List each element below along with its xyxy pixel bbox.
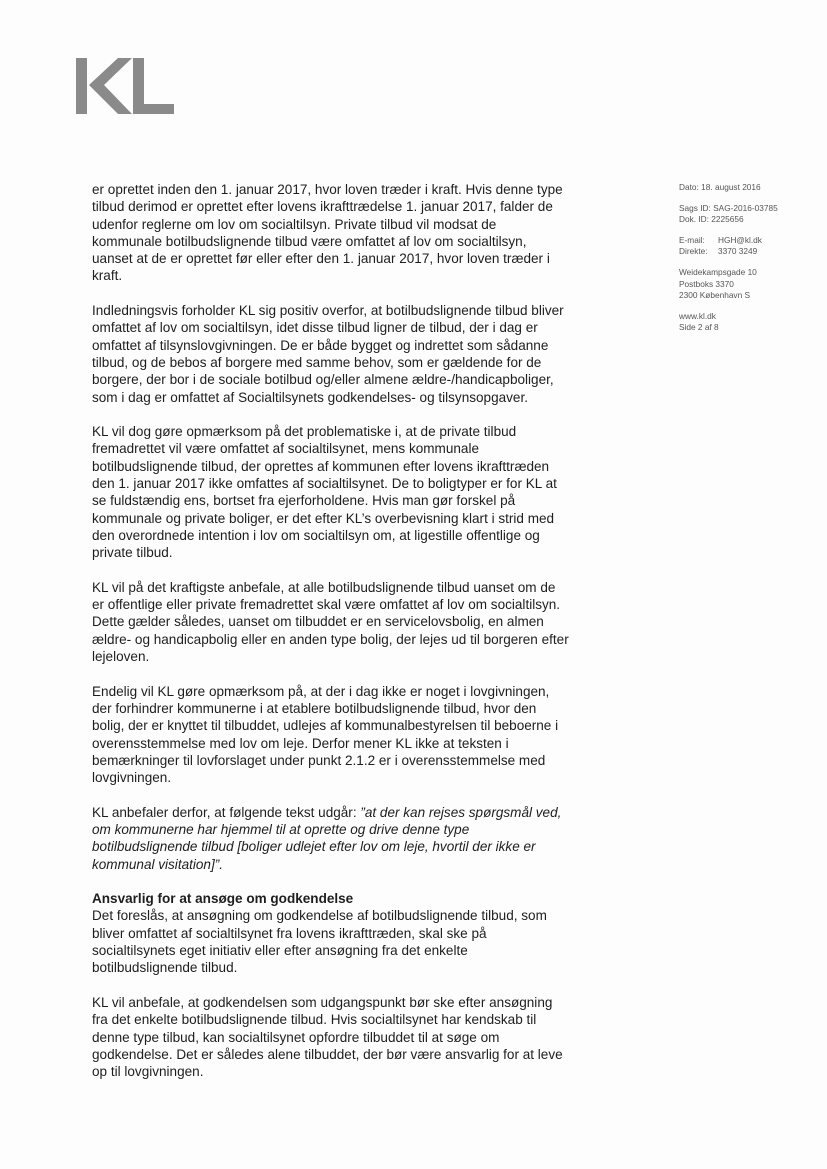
kl-logo	[76, 58, 174, 114]
paragraph-7: Det foreslås, at ansøgning om godkendelse af botilbudslignende tilbud, som bliver omfattet af socialtilsynet fra lovens ikrafttræden, skal ske på socialtilsynets eget initiativ eller efter ansøgning fra det enkelte botilbudslignende tilbud.	[92, 908, 547, 976]
email-label: E-mail:	[679, 234, 705, 245]
address-city: 2300 København S	[679, 290, 751, 301]
section-heading: Ansvarlig for at ansøge om godkendelse	[92, 891, 354, 907]
document-id: Dok. ID: 2225656	[679, 214, 744, 225]
letter-body	[92, 181, 570, 1098]
recommendation-quote: ”at der kan rejses spørgsmål ved, om kommunerne har hjemmel til at oprette og drive denne type botilbudslignende tilbud [boliger udlejet efter lov om leje, hvortil der ikke er kommunal visitation]”.	[92, 804, 562, 872]
direct-phone-value: 3370 3249	[718, 246, 758, 257]
paragraph-2: Indledningsvis forholder KL sig positiv overfor, at botilbudslignende tilbud bliver omfattet af lov om socialtilsyn, idet disse tilbud ligner de tilbud, der i dag er omfattet af tilsynslovgivningen. De er både bygget og indrettet som sådanne tilbud, og de bebos af borgere med samme behov, som er gældende for de borgere, der bor i de sociale botilbud og/eller almene ældre-/handicapboliger, som i dag er omfattet af Socialtilsynets godkendelses- og tilsynsopgaver.	[92, 303, 564, 405]
paragraph-8: KL vil anbefale, at godkendelsen som udgangspunkt bør ske efter ansøgning fra det enkelte botilbudslignende tilbud. Hvis socialtilsynet har kendskab til denne type tilbud, kan socialtilsynet opfordre tilbuddet til at søge om godkendelse. Det er således alene tilbuddet, der bør være ansvarlig for at leve op til lovgivningen.	[92, 994, 563, 1080]
email-value: HGH@kl.dk	[718, 234, 762, 245]
paragraph-5: Endelig vil KL gøre opmærksom på, at der i dag ikke er noget i lovgivningen, der forhindrer kommunerne i at etablere botilbudslignende tilbud, hvor den bolig, der er knyttet til tilbuddet, udlejes af kommunalbestyrelsen til beboerne i overensstemmelse med lov om leje. Derfor mener KL ikke at teksten i bemærkninger til lovforslaget under punkt 2.1.2 er i overensstemmelse med lovgivningen.	[92, 683, 559, 786]
date-line: Dato: 18. august 2016	[679, 182, 761, 192]
website: www.kl.dk	[679, 310, 716, 321]
direct-phone-label: Direkte:	[679, 246, 708, 257]
page-number: Side 2 af 8	[679, 322, 719, 333]
kl-logo-mark	[76, 58, 174, 114]
recommendation-lead: KL anbefaler derfor, at følgende tekst udgår:	[92, 804, 361, 820]
address-postbox: Postboks 3370	[679, 278, 734, 289]
paragraph-1: er oprettet inden den 1. januar 2017, hvor loven træder i kraft. Hvis denne type tilbud derimod er oprettet efter lovens ikrafttrædelse 1. januar 2017, falder de udenfor reglerne om lov om socialtilsyn. Private tilbud vil modsat de kommunale botilbudslignende tilbud være omfattet af lov om socialtilsyn, uanset at de er oprettet før eller efter den 1. januar 2017, hvor loven træder i kraft.	[92, 182, 563, 284]
case-id: Sags ID: SAG-2016-03785	[679, 202, 778, 213]
address-street: Weidekampsgade 10	[679, 266, 757, 277]
letter-sidebar	[679, 182, 809, 343]
paragraph-4: KL vil på det kraftigste anbefale, at alle botilbudslignende tilbud uanset om de er offentlige eller private fremadrettet skal være omfattet af lov om socialtilsyn. Dette gælder således, uanset om tilbuddet er en servicelovsbolig, en almen ældre- og handicapbolig eller en anden type bolig, der lejes ud til borgeren efter lejeloven.	[92, 579, 569, 665]
paragraph-6	[92, 804, 570, 873]
paragraph-3: KL vil dog gøre opmærksom på det problematiske i, at de private tilbud fremadrettet vil være omfattet af socialtilsynet, mens kommunale botilbudslignende tilbud, der oprettes af kommunen efter lovens ikrafttræden den 1. januar 2017 ikke omfattes af socialtilsynet. De to boligtyper er for KL at se fuldstændig ens, bortset fra ejerforholdene. Hvis man gør forskel på kommunale og private boliger, er det efter KL’s overbevisning klart i strid med den overordnede intention i lov om socialtilsyn om, at ligestille offentlige og private tilbud.	[92, 424, 557, 561]
